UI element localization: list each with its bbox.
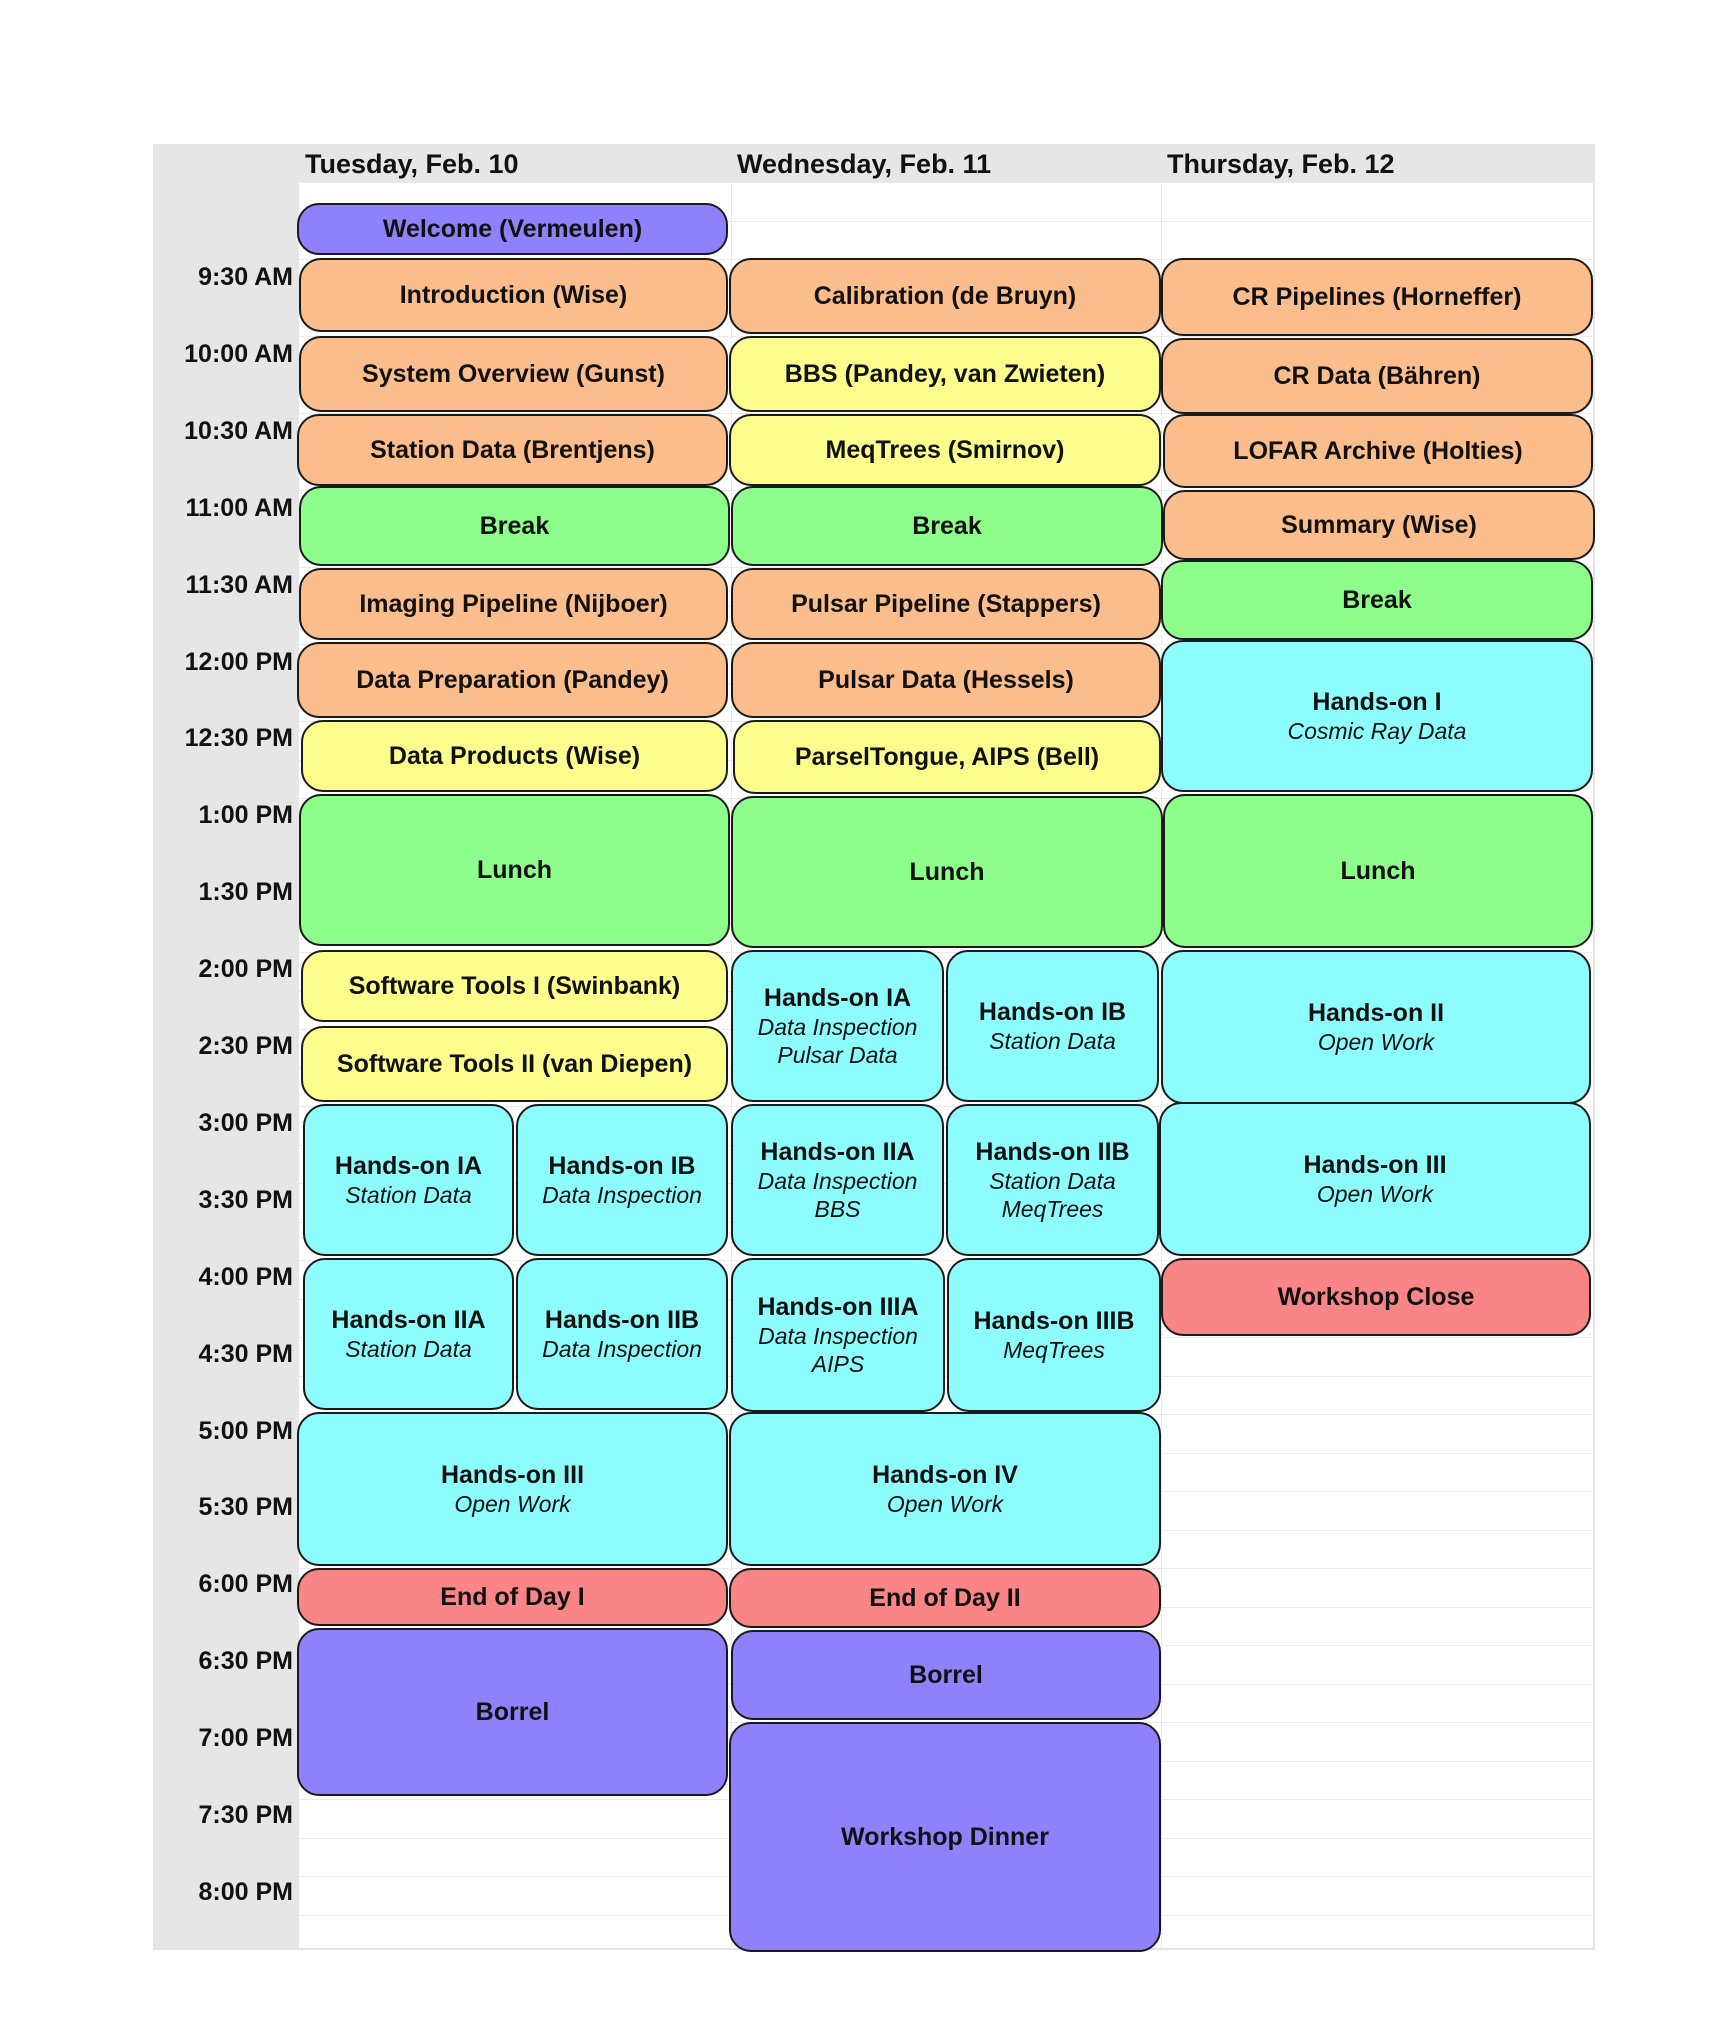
event-subtitle: Station Data bbox=[345, 1335, 472, 1362]
event-summary[interactable] bbox=[1163, 490, 1595, 560]
time-label: 12:30 PM bbox=[184, 724, 293, 753]
time-label: 3:30 PM bbox=[198, 1185, 293, 1214]
day-header-wednesday: Wednesday, Feb. 11 bbox=[737, 149, 992, 179]
event-title: Borrel bbox=[909, 1660, 983, 1689]
event-pulsar-data[interactable] bbox=[731, 642, 1161, 718]
event-title: Hands-on IIB bbox=[544, 1305, 700, 1334]
time-label: 8:00 PM bbox=[198, 1877, 293, 1906]
event-subtitle: Station Data bbox=[989, 1027, 1116, 1054]
time-label: 6:30 PM bbox=[198, 1647, 293, 1676]
time-label: 1:30 PM bbox=[198, 878, 293, 907]
event-borrel-tuesday[interactable] bbox=[297, 1628, 728, 1796]
event-title: ParselTongue, AIPS (Bell) bbox=[794, 742, 1100, 771]
event-workshop-dinner[interactable] bbox=[729, 1722, 1161, 1952]
event-title: Hands-on IIB bbox=[975, 1137, 1130, 1166]
event-title: Hands-on IIA bbox=[331, 1305, 486, 1334]
event-subtitle: AIPS bbox=[811, 1350, 865, 1377]
event-lunch-wednesday[interactable] bbox=[731, 796, 1163, 948]
event-software-tools-2[interactable] bbox=[301, 1026, 728, 1102]
event-data-products[interactable] bbox=[301, 720, 728, 792]
event-title: LOFAR Archive (Holties) bbox=[1233, 436, 1523, 465]
time-label: 12:00 PM bbox=[184, 647, 293, 676]
event-lunch[interactable] bbox=[299, 794, 730, 946]
event-handson-iib-wednesday[interactable] bbox=[946, 1104, 1159, 1256]
event-introduction[interactable] bbox=[299, 258, 728, 332]
time-label: 4:30 PM bbox=[198, 1339, 293, 1368]
event-calibration[interactable] bbox=[729, 258, 1161, 334]
event-subtitle: Open Work bbox=[886, 1490, 1004, 1517]
event-title: Hands-on IIA bbox=[760, 1137, 915, 1166]
event-cr-pipelines[interactable] bbox=[1161, 258, 1593, 336]
event-title: Introduction (Wise) bbox=[399, 280, 628, 309]
time-label: 11:30 AM bbox=[185, 570, 293, 599]
event-subtitle: MeqTrees bbox=[1001, 1195, 1104, 1222]
event-title: Summary (Wise) bbox=[1281, 510, 1477, 539]
time-label: 10:30 AM bbox=[184, 416, 293, 445]
event-title: Break bbox=[912, 511, 982, 540]
event-lofar-archive[interactable] bbox=[1163, 414, 1593, 488]
time-label: 6:00 PM bbox=[198, 1570, 293, 1599]
event-handson-iiib-wednesday[interactable] bbox=[947, 1258, 1161, 1412]
event-title: Pulsar Data (Hessels) bbox=[818, 665, 1074, 694]
event-handson-ia-wednesday[interactable] bbox=[731, 950, 944, 1102]
time-label: 7:30 PM bbox=[198, 1801, 293, 1829]
event-title: Hands-on I bbox=[1312, 687, 1442, 716]
event-title: CR Data (Bähren) bbox=[1273, 361, 1481, 390]
event-title: Pulsar Pipeline (Stappers) bbox=[791, 589, 1101, 618]
event-pulsar-pipeline[interactable] bbox=[731, 568, 1161, 640]
event-handson-iia[interactable] bbox=[303, 1258, 514, 1410]
event-subtitle: Data Inspection bbox=[758, 1322, 918, 1349]
event-handson-iia-wednesday[interactable] bbox=[731, 1104, 944, 1256]
day-header-tuesday: Tuesday, Feb. 10 bbox=[305, 149, 519, 179]
event-subtitle: Cosmic Ray Data bbox=[1287, 717, 1467, 744]
event-end-of-day-2[interactable] bbox=[729, 1568, 1161, 1628]
event-title: Hands-on IIIB bbox=[973, 1306, 1135, 1335]
event-title: Workshop Close bbox=[1277, 1282, 1475, 1311]
event-title: Data Preparation (Pandey) bbox=[356, 665, 669, 694]
time-label: 3:00 PM bbox=[198, 1108, 293, 1137]
event-title: Hands-on IB bbox=[548, 1151, 696, 1180]
event-software-tools-1[interactable] bbox=[301, 950, 728, 1022]
event-parseltongue[interactable] bbox=[733, 720, 1161, 794]
time-label: 11:00 AM bbox=[185, 493, 293, 522]
event-handson-ia[interactable] bbox=[303, 1104, 514, 1256]
event-handson-iib[interactable] bbox=[516, 1258, 728, 1410]
event-title: Software Tools II (van Diepen) bbox=[336, 1049, 693, 1078]
event-subtitle: MeqTrees bbox=[1003, 1336, 1105, 1363]
event-subtitle: Data Inspection bbox=[757, 1167, 918, 1194]
event-lunch-thursday[interactable] bbox=[1163, 794, 1593, 948]
event-handson-iv[interactable] bbox=[729, 1412, 1161, 1566]
event-title: Lunch bbox=[909, 857, 985, 886]
event-break-thursday[interactable] bbox=[1161, 560, 1593, 640]
event-subtitle: BBS bbox=[814, 1195, 861, 1222]
schedule-grid bbox=[153, 144, 1595, 1950]
event-title: CR Pipelines (Horneffer) bbox=[1232, 282, 1522, 311]
time-label: 1:00 PM bbox=[198, 801, 293, 830]
event-borrel-wednesday[interactable] bbox=[731, 1630, 1161, 1720]
event-subtitle: Data Inspection bbox=[542, 1181, 702, 1208]
event-title: Hands-on IA bbox=[763, 983, 912, 1012]
event-title: Hands-on II bbox=[1307, 998, 1445, 1027]
event-title: BBS (Pandey, van Zwieten) bbox=[784, 359, 1106, 388]
event-handson-iii[interactable] bbox=[297, 1412, 728, 1566]
event-data-preparation[interactable] bbox=[297, 642, 728, 718]
event-imaging-pipeline[interactable] bbox=[299, 568, 728, 640]
event-title: Software Tools I (Swinbank) bbox=[348, 971, 681, 1000]
event-title: Hands-on IIIA bbox=[757, 1292, 919, 1321]
event-title: Hands-on III bbox=[1303, 1150, 1447, 1179]
day-header-thursday: Thursday, Feb. 12 bbox=[1167, 149, 1395, 179]
time-label: 5:30 PM bbox=[198, 1493, 293, 1522]
time-label: 9:30 AM bbox=[198, 263, 293, 291]
event-handson-ii-thursday[interactable] bbox=[1161, 950, 1591, 1104]
event-handson-ib[interactable] bbox=[516, 1104, 728, 1256]
event-subtitle: Pulsar Data bbox=[777, 1041, 898, 1068]
event-system-overview[interactable] bbox=[299, 336, 728, 412]
event-end-of-day-1[interactable] bbox=[297, 1568, 728, 1626]
grid-row-line bbox=[299, 182, 1593, 183]
event-handson-i-thursday[interactable] bbox=[1161, 640, 1593, 792]
event-subtitle: Data Inspection bbox=[542, 1335, 702, 1362]
event-handson-iiia-wednesday[interactable] bbox=[731, 1258, 945, 1412]
time-label: 5:00 PM bbox=[198, 1416, 293, 1445]
time-label: 10:00 AM bbox=[184, 339, 293, 368]
time-label: 2:30 PM bbox=[198, 1032, 293, 1060]
event-break[interactable] bbox=[299, 486, 730, 566]
event-title: End of Day I bbox=[440, 1582, 585, 1611]
event-break-wednesday[interactable] bbox=[731, 486, 1163, 566]
event-handson-ib-wednesday[interactable] bbox=[946, 950, 1159, 1102]
event-bbs[interactable] bbox=[729, 336, 1161, 412]
event-title: Hands-on III bbox=[440, 1460, 585, 1489]
event-subtitle: Station Data bbox=[989, 1167, 1116, 1194]
event-title: Station Data (Brentjens) bbox=[370, 435, 655, 464]
event-title: Data Products (Wise) bbox=[388, 741, 641, 770]
event-welcome[interactable] bbox=[297, 203, 728, 255]
event-title: Hands-on IV bbox=[872, 1460, 1018, 1489]
time-label: 7:00 PM bbox=[198, 1724, 293, 1753]
event-title: Welcome (Vermeulen) bbox=[382, 214, 643, 243]
event-title: End of Day II bbox=[869, 1583, 1021, 1612]
event-subtitle: Open Work bbox=[454, 1490, 571, 1517]
event-title: Imaging Pipeline (Nijboer) bbox=[359, 589, 668, 618]
event-title: Lunch bbox=[477, 855, 552, 884]
event-title: Hands-on IA bbox=[334, 1151, 483, 1180]
event-title: Lunch bbox=[1340, 856, 1416, 885]
event-meqtrees[interactable] bbox=[729, 414, 1161, 486]
event-workshop-close[interactable] bbox=[1161, 1258, 1591, 1336]
event-cr-data[interactable] bbox=[1161, 338, 1593, 414]
time-label: 2:00 PM bbox=[198, 955, 293, 984]
event-subtitle: Data Inspection bbox=[757, 1013, 918, 1040]
event-subtitle: Open Work bbox=[1317, 1028, 1435, 1055]
event-title: Calibration (de Bruyn) bbox=[813, 281, 1077, 310]
event-subtitle: Station Data bbox=[345, 1181, 472, 1208]
time-label: 4:00 PM bbox=[198, 1262, 293, 1291]
event-title: System Overview (Gunst) bbox=[362, 359, 665, 388]
event-title: Break bbox=[479, 511, 550, 540]
event-station-data[interactable] bbox=[297, 414, 728, 486]
event-title: Workshop Dinner bbox=[841, 1822, 1049, 1851]
event-subtitle: Open Work bbox=[1316, 1180, 1434, 1207]
event-title: MeqTrees (Smirnov) bbox=[825, 435, 1065, 464]
event-title: Borrel bbox=[475, 1697, 550, 1726]
event-title: Hands-on IB bbox=[978, 997, 1127, 1026]
event-title: Break bbox=[1342, 585, 1412, 614]
event-handson-iii-thursday[interactable] bbox=[1159, 1102, 1591, 1256]
